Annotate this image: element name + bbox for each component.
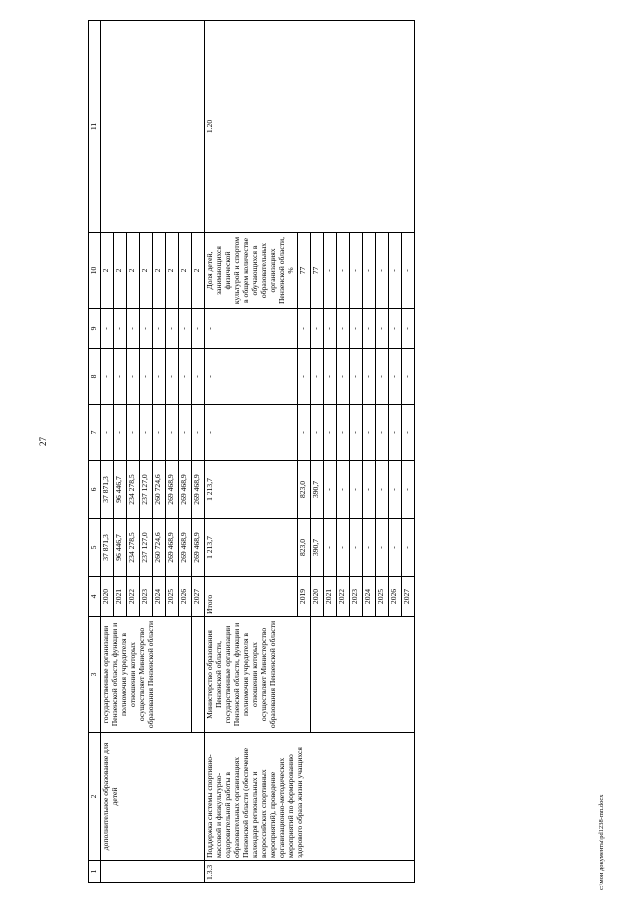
value-cell: -	[153, 405, 166, 461]
year-cell: 2022	[127, 577, 140, 617]
value-cell: 1 213,7	[205, 519, 298, 577]
value-cell: -	[349, 519, 362, 577]
value-cell: -	[310, 349, 323, 405]
value-cell: -	[323, 405, 336, 461]
value-cell: -	[388, 461, 401, 519]
value-cell: -	[179, 349, 192, 405]
year-cell: 2026	[388, 577, 401, 617]
value-cell: -	[401, 309, 414, 349]
value-cell: -	[349, 349, 362, 405]
value-cell: 269 468,9	[166, 461, 179, 519]
value-cell: -	[323, 519, 336, 577]
footer-file-path: c:\мои документы\pd1238-mn.docx	[598, 794, 605, 890]
year-cell: 2020	[101, 577, 114, 617]
header-row	[89, 21, 101, 883]
value-cell: -	[140, 405, 153, 461]
value-cell: 269 468,9	[166, 519, 179, 577]
value-cell: -	[153, 349, 166, 405]
value-cell: 823,0	[297, 461, 310, 519]
value-cell: 234 278,5	[127, 461, 140, 519]
value-cell: 77	[310, 233, 323, 309]
value-cell: -	[323, 349, 336, 405]
value-cell: -	[375, 349, 388, 405]
value-cell: -	[101, 349, 114, 405]
year-cell: 2027	[401, 577, 414, 617]
year-cell: 2021	[323, 577, 336, 617]
value-cell: -	[388, 349, 401, 405]
value-cell: -	[349, 309, 362, 349]
value-cell: -	[192, 309, 205, 349]
value-cell: -	[375, 405, 388, 461]
year-cell: 2021	[114, 577, 127, 617]
value-cell: 2	[179, 233, 192, 309]
value-cell: -	[166, 405, 179, 461]
value-cell: -	[140, 309, 153, 349]
value-cell: -	[323, 461, 336, 519]
value-cell: -	[192, 349, 205, 405]
value-cell: -	[349, 233, 362, 309]
value-cell: 269 468,9	[179, 461, 192, 519]
value-cell: 260 724,6	[153, 519, 166, 577]
value-cell: 2	[127, 233, 140, 309]
value-cell: 269 468,9	[192, 519, 205, 577]
value-cell: -	[349, 461, 362, 519]
total-label-cell: Итого	[205, 577, 298, 617]
value-cell: 390,7	[310, 519, 323, 577]
value-cell: -	[205, 349, 298, 405]
value-cell: -	[336, 309, 349, 349]
header-cell: 6	[89, 461, 101, 519]
value-cell: -	[297, 349, 310, 405]
header-cell: 10	[89, 233, 101, 309]
executor-cell: Министерство образования Пензенской области, государственные организации Пензенской области, функции и полномочия учредителя в отношении которых осуществляет Министерство образования Пензенской области	[205, 617, 311, 733]
value-cell: -	[336, 233, 349, 309]
value-cell: -	[114, 349, 127, 405]
value-cell: 1 213,7	[205, 461, 298, 519]
value-cell: 390,7	[310, 461, 323, 519]
value-cell: 823,0	[297, 519, 310, 577]
value-cell: 2	[140, 233, 153, 309]
value-cell: -	[297, 405, 310, 461]
program-table	[88, 20, 415, 883]
value-cell: -	[349, 405, 362, 461]
value-cell: -	[401, 349, 414, 405]
year-cell: 2027	[192, 577, 205, 617]
value-cell: -	[153, 309, 166, 349]
value-cell: -	[336, 405, 349, 461]
activity-name-cell: дополнительное образование для детей	[101, 733, 205, 861]
value-cell: -	[127, 309, 140, 349]
year-cell: 2022	[336, 577, 349, 617]
value-cell: -	[388, 309, 401, 349]
table-row	[205, 21, 298, 883]
value-cell: 260 724,6	[153, 461, 166, 519]
value-cell: -	[297, 309, 310, 349]
executor-cell	[310, 617, 414, 733]
value-cell: -	[192, 405, 205, 461]
table-row	[101, 21, 114, 883]
value-cell: -	[310, 309, 323, 349]
value-cell: 2	[101, 233, 114, 309]
value-cell: -	[336, 519, 349, 577]
value-cell: -	[179, 309, 192, 349]
value-cell: -	[388, 233, 401, 309]
value-cell: 269 468,9	[179, 519, 192, 577]
number-cell	[101, 861, 205, 883]
indicator-cell: Доля детей, занимающихся физической культурой и спортом в общем количестве обучающихся в образовательных организациях Пензенской области, %	[205, 233, 298, 309]
value-cell: 2	[166, 233, 179, 309]
value-cell: -	[323, 309, 336, 349]
value-cell: -	[114, 405, 127, 461]
value-cell: -	[362, 461, 375, 519]
year-cell: 2023	[349, 577, 362, 617]
rotated-table-container	[88, 21, 548, 883]
year-cell: 2019	[297, 577, 310, 617]
year-cell: 2025	[166, 577, 179, 617]
value-cell: -	[127, 349, 140, 405]
value-cell: -	[375, 233, 388, 309]
value-cell: 269 468,9	[192, 461, 205, 519]
value-cell: -	[362, 233, 375, 309]
header-cell: 4	[89, 577, 101, 617]
value-cell: 237 127,0	[140, 461, 153, 519]
header-cell: 8	[89, 349, 101, 405]
value-cell: -	[310, 405, 323, 461]
value-cell: 37 871,3	[101, 461, 114, 519]
value-cell: 37 871,3	[101, 519, 114, 577]
activity-name-cell: Поддержка системы спортивно-массовой и физкультурно-оздоровительной работы в образовательных организациях Пензенской области (обеспечение календаря региональных и всероссийских спортивных мероприятий), проведение организационно-методических мероприятий по формированию здорового образа жизни учащихся	[205, 733, 415, 861]
value-cell: -	[101, 405, 114, 461]
header-cell: 5	[89, 519, 101, 577]
number-cell: 1.3.3	[205, 861, 415, 883]
year-cell: 2024	[153, 577, 166, 617]
value-cell: -	[388, 405, 401, 461]
value-cell: -	[205, 405, 298, 461]
header-cell: 1	[89, 861, 101, 883]
value-cell: -	[362, 309, 375, 349]
value-cell: 96 446,7	[114, 519, 127, 577]
value-cell: -	[375, 309, 388, 349]
year-cell: 2024	[362, 577, 375, 617]
year-cell: 2026	[179, 577, 192, 617]
value-cell: 2	[192, 233, 205, 309]
header-cell: 9	[89, 309, 101, 349]
executor-cell: государственные организации Пензенской области, функции и полномочия учредителя в отношении которых осуществляет Министерство образования Пензенской области	[101, 617, 192, 733]
year-cell: 2025	[375, 577, 388, 617]
value-cell: 77	[297, 233, 310, 309]
value-cell: -	[336, 349, 349, 405]
executor-cell	[192, 617, 205, 733]
header-cell: 11	[89, 21, 101, 233]
value-cell: -	[166, 349, 179, 405]
value-cell: 2	[114, 233, 127, 309]
header-cell: 3	[89, 617, 101, 733]
value-cell: -	[362, 405, 375, 461]
reference-cell	[101, 21, 205, 233]
value-cell: -	[401, 461, 414, 519]
value-cell: -	[388, 519, 401, 577]
value-cell: -	[101, 309, 114, 349]
value-cell: -	[140, 349, 153, 405]
value-cell: -	[127, 405, 140, 461]
value-cell: -	[375, 461, 388, 519]
value-cell: -	[179, 405, 192, 461]
header-cell: 7	[89, 405, 101, 461]
value-cell: -	[114, 309, 127, 349]
value-cell: -	[375, 519, 388, 577]
value-cell: -	[401, 519, 414, 577]
year-cell: 2023	[140, 577, 153, 617]
value-cell: -	[336, 461, 349, 519]
year-cell: 2020	[310, 577, 323, 617]
value-cell: -	[401, 405, 414, 461]
page-number: 27	[38, 437, 48, 446]
value-cell: -	[362, 519, 375, 577]
value-cell: -	[205, 309, 298, 349]
value-cell: 2	[153, 233, 166, 309]
value-cell: -	[166, 309, 179, 349]
value-cell: -	[362, 349, 375, 405]
value-cell: -	[401, 233, 414, 309]
value-cell: -	[323, 233, 336, 309]
value-cell: 237 127,0	[140, 519, 153, 577]
reference-cell: 1.20	[205, 21, 415, 233]
value-cell: 234 278,5	[127, 519, 140, 577]
value-cell: 96 446,7	[114, 461, 127, 519]
header-cell: 2	[89, 733, 101, 861]
